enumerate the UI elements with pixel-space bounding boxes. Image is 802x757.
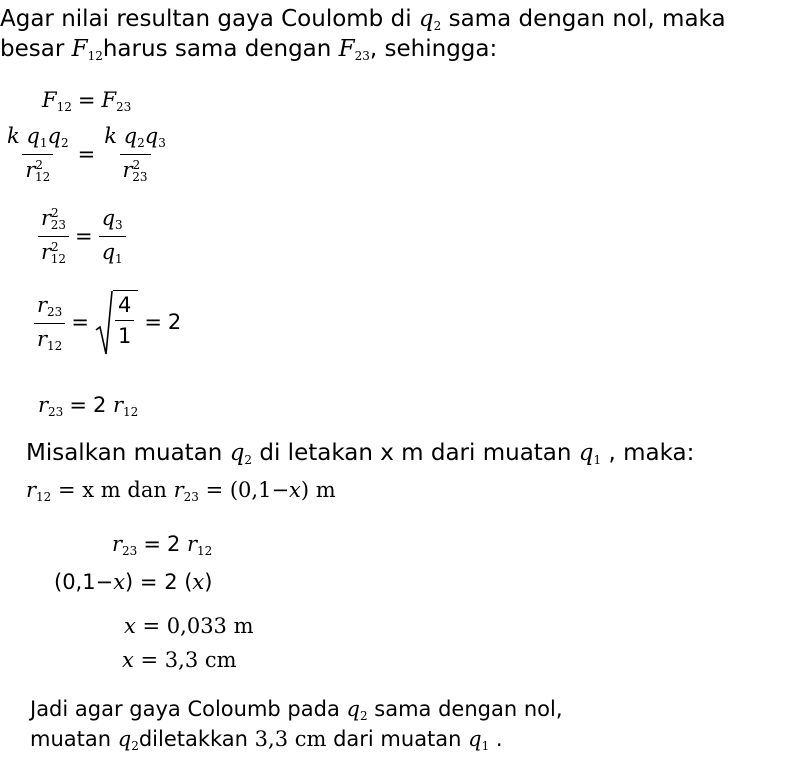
radical-sign-icon	[95, 290, 113, 356]
intro-line-1	[0, 6, 726, 35]
solve-line-4: x = 3,3 cm	[122, 648, 237, 672]
equation-5: $r_{23} = 2$ $r_{12}$	[38, 393, 139, 419]
intro-line1-pre: Agar nilai resultan gaya Coulomb di	[0, 6, 419, 32]
var-F23: $F_{23}$	[338, 36, 370, 63]
equation-1: $F_{12} = F_{23}$	[42, 88, 132, 114]
closing-line-1: Jadi agar gaya Coloumb pada $q_2$ sama dengan nol,	[30, 697, 563, 723]
closing-line-2: muatan $q_2diletakkan$ 3,3 cm dari muatan $q_1$ .	[30, 727, 503, 753]
var-q2: $q_2$	[418, 6, 442, 33]
solve-line-1: $r_{23} = 2$ $r_{12}$	[112, 532, 213, 558]
solve-line-3: x = 0,033 m	[124, 614, 254, 638]
equation-4: $\frac{r_{23}}{r_{12}}$ = $\frac{4}{1}$ = 2	[34, 290, 181, 356]
misal-line-1: Misalkan muatan $q_2$ di letakan x m dari muatan $q_1$ , maka:	[26, 440, 695, 467]
solve-line-2: (0,1−x) = 2 (x)	[54, 570, 213, 594]
var-F12: $F_{12}$	[71, 36, 103, 63]
equation-2: $\frac{k q_1q_2}{r^2_{12}}$ = $\frac{k q_2q_3}{r^2_{23}}$	[7, 124, 166, 184]
intro-line-2: besar $F_{12}harus$ sama dengan $F_{23}$, sehingga:	[0, 36, 498, 63]
misal-line-2: $r_{12} = x$ m dan $r_{23} = (0,1-x)$ m	[26, 478, 336, 504]
intro-line1-post: sama dengan nol, maka	[441, 6, 726, 32]
equation-3: $\frac{r^2_{23}}{r^2_{12}}$ = $\frac{q_3}{q_1}$	[38, 206, 126, 267]
sqrt-symbol: $\frac{4}{1}$	[95, 290, 138, 356]
